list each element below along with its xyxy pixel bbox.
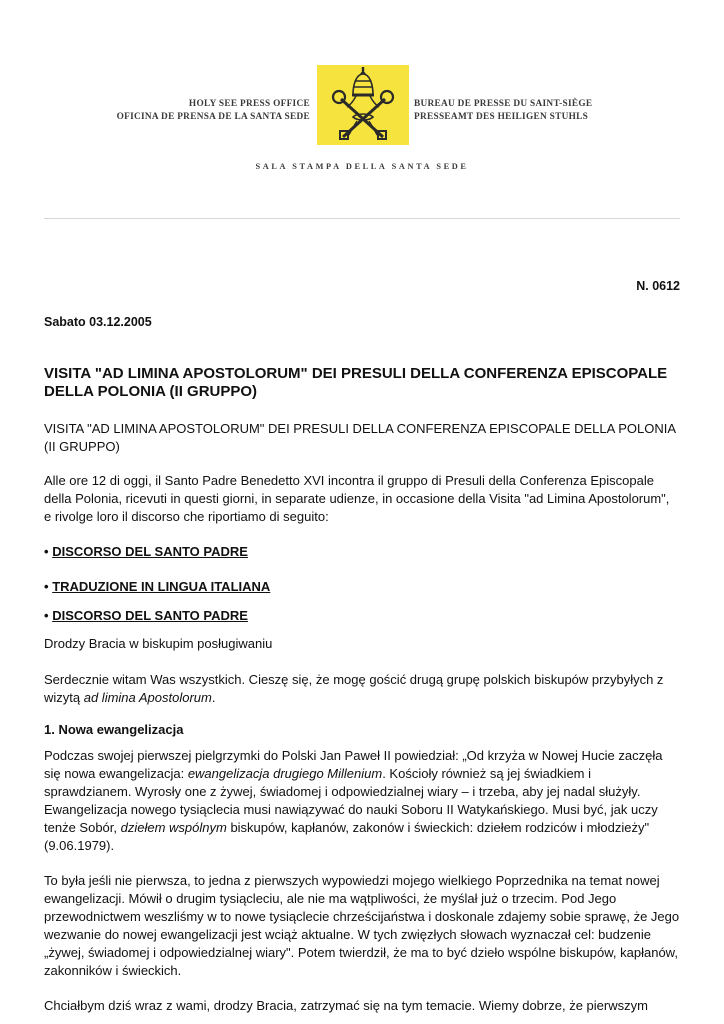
bullet-icon: • (44, 608, 49, 623)
section-title: 1. Nowa ewangelizacja (44, 722, 184, 737)
speech-welcome-emphasis: ad limina Apostolorum (83, 690, 212, 705)
bulletin-date: Sabato 03.12.2005 (44, 315, 152, 329)
bulletin-content (44, 277, 680, 1015)
page-title: VISITA "AD LIMINA APOSTOLORUM" DEI PRESULI DELLA CONFERENZA EPISCOPALE DELLA POLONIA (II GRUPPO) (44, 365, 668, 400)
bulletin-subtitle: VISITA "AD LIMINA APOSTOLORUM" DEI PRESULI DELLA CONFERENZA EPISCOPALE DELLA POLONIA (II GRUPPO) (44, 421, 676, 454)
header-divider (44, 218, 680, 219)
speech-p1-text-b: . Kościoły również są jej świadkiem i sprawdzianem. Wyrosły one z żywej, świadomej i odpowiedzialnej wiary – i trzeba, aby jej nadal służyły. Ewangelizacja nowego tysiąclecia musi nawiązywać do nauki Soboru II Watykańskiego. Musi być, jak uczy tenże Sobór, (44, 766, 658, 835)
speech-p1-text-a: Podczas swojej pierwszej pielgrzymki do Polski Jan Paweł II powiedział: „Od krzyża w Nowej Hucie zaczęła się nowa ewangelizacja: (44, 748, 663, 781)
press-office-english: HOLY SEE PRESS OFFICE (188, 99, 310, 109)
press-office-french: BUREAU DE PRESSE DU SAINT-SIÈGE (414, 99, 593, 109)
press-office-names-left (117, 98, 310, 124)
bullet-icon: • (44, 544, 49, 559)
speech-paragraph-3: Chciałbym dziś wraz z wami, drodzy Bracia, zatrzymać się na tym temacie. Wiemy dobrze, że pierwszym (44, 998, 648, 1013)
speech-welcome-end: . (211, 690, 216, 705)
holy-see-emblem (317, 65, 409, 145)
bulletin-intro: Alle ore 12 di oggi, il Santo Padre Benedetto XVI incontra il gruppo di Presuli della Conferenza Episcopale della Polonia, ricevuti in questi giorni, in separate udienze, in occasione della Visita "ad Limina Apostolorum", e rivolge loro il discorso che riportiamo di seguito: (44, 473, 670, 524)
speech-p1-emphasis-2: dziełem wspólnym (120, 820, 227, 835)
speech-p1-text-c: biskupów, kapłanów, zakonów i świeckich: dziełem rodziców i młodzieży" (9.06.1979). (44, 820, 650, 853)
link-discorso-santo-padre[interactable]: DISCORSO DEL SANTO PADRE (52, 544, 248, 559)
press-office-names-right (414, 98, 592, 124)
speech-p1-emphasis-1: ewangelizacja drugiego Millenium (187, 766, 383, 781)
masthead (0, 0, 724, 200)
speech-paragraph-1 (44, 747, 680, 855)
press-office-spanish: OFICINA DE PRENSA DE LA SANTA SEDE (116, 112, 310, 122)
bulletin-number: N. 0612 (636, 279, 680, 293)
bullet-icon: • (44, 579, 49, 594)
press-office-german: PRESSEAMT DES HEILIGEN STUHLS (414, 112, 589, 122)
speech-welcome-text: Serdecznie witam Was wszystkich. Cieszę się, że mogę gościć drugą grupę polskich biskupów przybyłych z wizytą (44, 672, 664, 705)
link-row (44, 578, 680, 596)
papal-keys-icon (317, 65, 409, 145)
speech-paragraph-2: To była jeśli nie pierwsza, to jedna z pierwszych wypowiedzi mojego wielkiego Poprzednika na temat nowej ewangelizacji. Mówił o drugim tysiącleciu, ale nie ma wątpliwości, że myślał już o trzecim. Pod Jego przewodnictwem weszliśmy w to nowe tysiąclecie chrześcijaństwa i doskonale zdajemy sobie sprawę, że Jego wezwanie do nowej ewangelizacji jest wciąż aktualne. W tych zwięzłych słowach wyznaczał cel: budzenie „żywej, świadomej i odpowiedzialnej wiary". Potem twierdził, że ma to być dzieło wspólne biskupów, kapłanów, zakonników i świeckich. (44, 873, 680, 978)
link-row (44, 543, 680, 561)
link-traduzione-italiana[interactable]: TRADUZIONE IN LINGUA ITALIANA (52, 579, 271, 594)
speech-welcome (44, 671, 680, 707)
link-discorso-santo-padre-anchor[interactable]: DISCORSO DEL SANTO PADRE (52, 608, 248, 623)
speech-greeting: Drodzy Bracia w biskupim posługiwaniu (44, 636, 273, 651)
link-row (44, 607, 680, 625)
press-office-italian: SALA STAMPA DELLA SANTA SEDE (255, 162, 469, 171)
